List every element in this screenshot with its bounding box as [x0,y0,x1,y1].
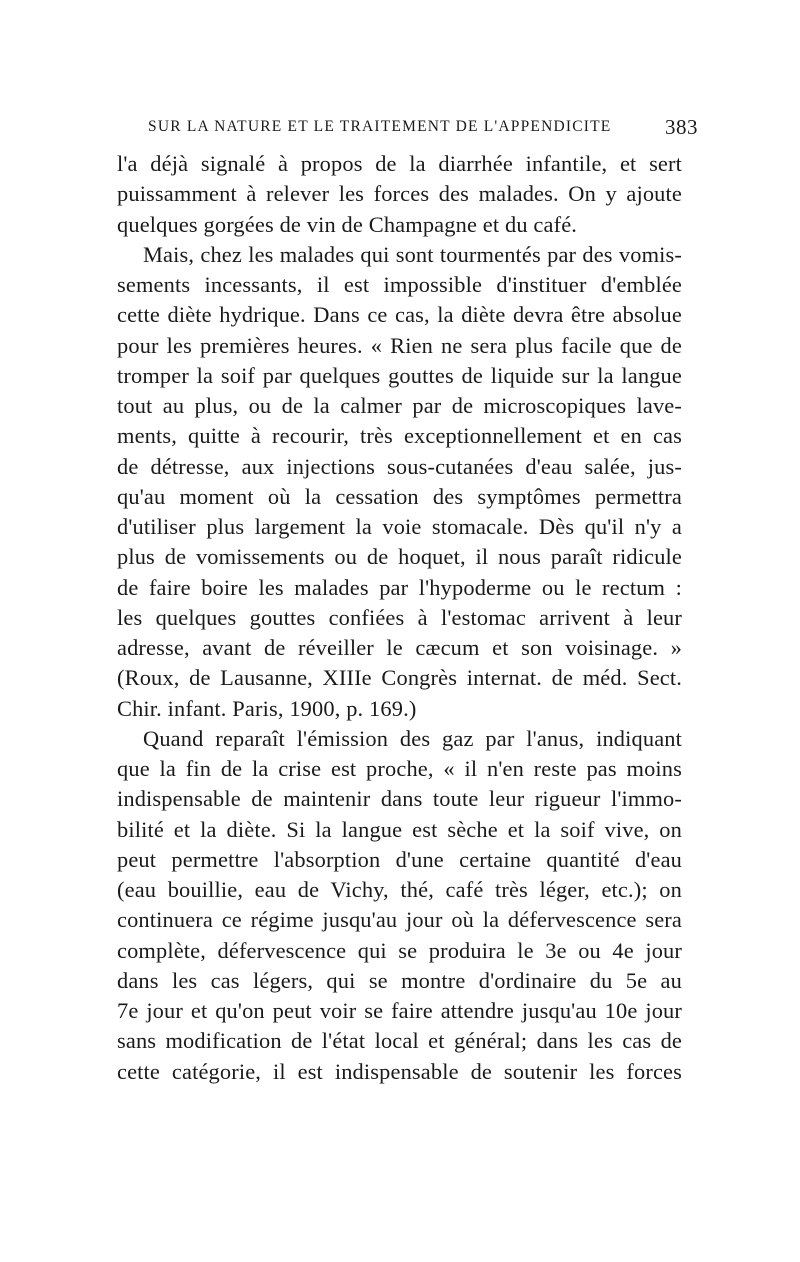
text-line: (Roux, de Lausanne, XIIIe Congrès internat. de méd. Sect. [117,665,682,691]
text-line: adresse, avant de réveiller le cæcum et son voisinage. » [117,635,682,660]
text-line: quelques gorgées de vin de Champagne et du café. [117,211,578,237]
text-line: ments, quitte à recourir, très exceptionnellement et en cas [117,423,682,449]
text-line: sans modification de l'état local et général; dans les cas de [117,1028,682,1054]
text-line: Chir. infant. Paris, 1900, p. 169.) [117,695,417,721]
page-number: 383 [665,115,698,139]
body-text [117,149,682,1087]
text-line: de détresse, aux injections sous-cutanées d'eau salée, jus- [117,453,682,479]
text-line: cette catégorie, il est indispensable de soutenir les forces [117,1058,682,1084]
text-line: tout au plus, ou de la calmer par de microscopiques lave- [117,393,682,418]
text-line: l'a déjà signalé à propos de la diarrhée infantile, et sert [117,151,682,176]
text-line: tromper la soif par quelques gouttes de liquide sur la langue [117,362,682,388]
text-line: les quelques gouttes confiées à l'estomac arrivent à leur [117,604,682,630]
text-line: (eau bouillie, eau de Vichy, thé, café très léger, etc.); on [117,877,682,902]
text-line: Mais, chez les malades qui sont tourmentés par des vomis- [143,241,682,267]
text-line: cette diète hydrique. Dans ce cas, la diète devra être absolue [117,302,682,328]
text-line: puissamment à relever les forces des malades. On y ajoute [117,181,682,207]
text-line: sements incessants, il est impossible d'instituer d'emblée [117,272,682,297]
running-title: SUR LA NATURE ET LE TRAITEMENT DE L'APPENDICITE [148,118,612,135]
text-line: que la fin de la crise est proche, « il n'en reste pas moins [117,756,682,781]
text-line: de faire boire les malades par l'hypoderme ou le rectum : [117,574,682,600]
text-line: qu'au moment où la cessation des symptômes permettra [117,483,682,509]
text-line: indispensable de maintenir dans toute leur rigueur l'immo- [117,786,682,812]
text-line: Quand reparaît l'émission des gaz par l'anus, indiquant [143,725,682,751]
text-line: pour les premières heures. « Rien ne sera plus facile que de [117,332,682,358]
text-line: 7e jour et qu'on peut voir se faire attendre jusqu'au 10e jour [117,998,682,1023]
text-line: d'utiliser plus largement la voie stomacale. Dès qu'il n'y a [117,514,682,539]
text-line: complète, défervescence qui se produira le 3e ou 4e jour [117,937,682,963]
text-line: plus de vomissements ou de hoquet, il nous paraît ridicule [117,544,682,570]
text-line: bilité et la diète. Si la langue est sèche et la soif vive, on [117,816,682,842]
text-line: peut permettre l'absorption d'une certaine quantité d'eau [117,846,682,872]
running-head [148,115,698,142]
text-line: continuera ce régime jusqu'au jour où la défervescence sera [117,907,682,933]
text-line: dans les cas légers, qui se montre d'ordinaire du 5e au [117,967,682,993]
